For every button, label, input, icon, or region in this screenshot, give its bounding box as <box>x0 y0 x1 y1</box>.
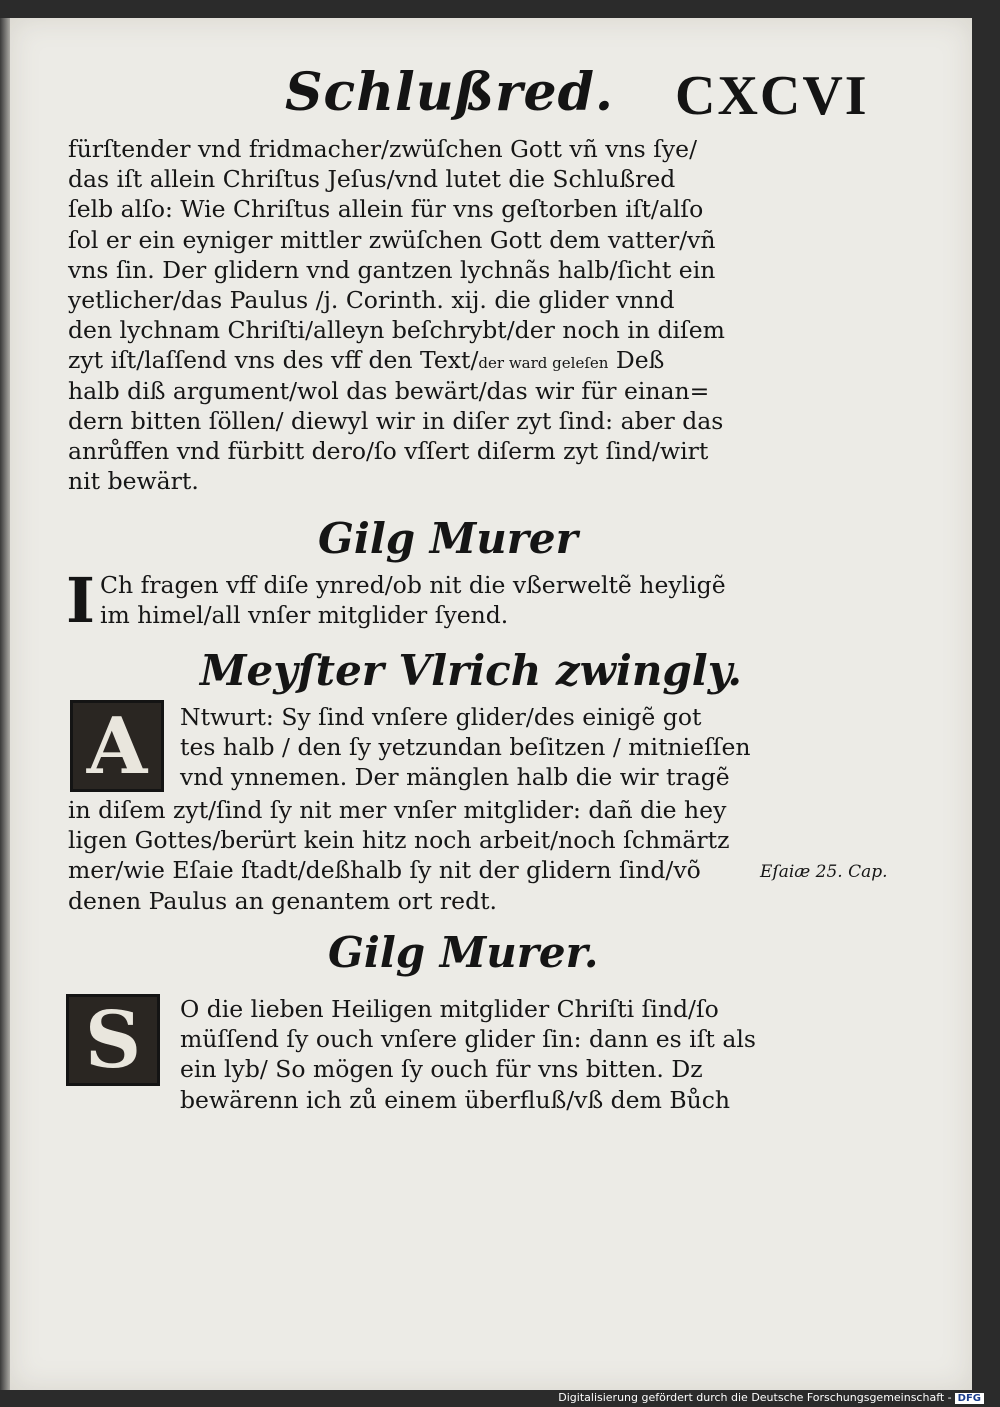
dfg-logo: DFG <box>955 1393 984 1404</box>
text-line <box>68 345 768 375</box>
text-line: O die lieben Heiligen mitglider Chriſti ſind/ſo <box>180 995 719 1023</box>
text-line: im himel/all vnſer mitglider ſyend. <box>100 601 509 630</box>
text-line: den lychnam Chriſti/alleyn beſchrybt/der noch in diſem <box>68 316 725 345</box>
text-block-3-indented <box>180 702 880 793</box>
text-line: vnd ynnemen. Der mänglen halb die wir tragẽ <box>180 763 730 792</box>
folio-number: CXCVI <box>675 65 869 127</box>
speaker-heading-zwingli: Meyſter Vlrich zwingly. <box>200 646 742 695</box>
text-line: ſol er ein eyniger mittler zwüſchen Gott dem vatter/vñ <box>68 225 716 254</box>
marginal-note: Eſaiæ 25. Cap. <box>760 862 888 882</box>
text-block-3 <box>68 795 768 916</box>
text-line: das iſt allein Chriſtus Jeſus/vnd lutet die Schlußred <box>68 165 676 194</box>
initial-letter-i: I <box>66 564 96 637</box>
text-line: denen Paulus an genantem ort redt. <box>68 886 498 915</box>
text-line: ligen Gottes/berürt kein hitz noch arbeit/noch ſchmärtz <box>68 826 730 855</box>
text-segment: zyt iſt/laſſend vns des vff den Text/ <box>68 346 479 375</box>
text-block-1 <box>68 134 768 496</box>
speaker-heading-gilg-murer-2: Gilg Murer. <box>328 928 599 977</box>
text-line: dern bitten ſöllen/ diewyl wir in diſer zyt ſind: aber das <box>68 406 724 435</box>
text-line: Ntwurt: Sy ſind vnſere glider/des einigẽ got <box>180 703 702 731</box>
text-line: müſſend ſy ouch vnſere glider ſin: dann es iſt als <box>180 1025 756 1054</box>
digitization-footer <box>556 1390 986 1405</box>
decorated-initial-s: S <box>66 994 160 1086</box>
text-line: in diſem zyt/ſind ſy nit mer vnſer mitglider: dañ die hey <box>68 796 727 824</box>
text-line: Ch fragen vff diſe ynred/ob nit die vßerweltẽ heyligẽ <box>100 571 726 599</box>
inline-note: der ward geleſen <box>478 354 609 373</box>
text-block-4 <box>180 994 880 1115</box>
text-line: tes halb / den ſy yetzundan beſitzen / mitnieſſen <box>180 733 751 762</box>
text-line: yetlicher/das Paulus /j. Corinth. xij. die glider vnnd <box>68 285 675 314</box>
text-line: ſelb alſo: Wie Chriſtus allein für vns geſtorben iſt/alſo <box>68 195 704 224</box>
text-line: vns ſin. Der glidern vnd gantzen lychnãs halb/ſicht ein <box>68 255 716 284</box>
speaker-heading-gilg-murer: Gilg Murer <box>318 514 578 563</box>
text-block-2 <box>100 570 800 630</box>
footer-text: Digitalisierung gefördert durch die Deutsche Forschungsgemeinschaft - <box>558 1391 952 1404</box>
text-line: halb diß argument/wol das bewärt/das wir für einan= <box>68 376 710 405</box>
text-line: mer/wie Eſaie ſtadt/deßhalb ſy nit der glidern ſind/võ <box>68 856 701 885</box>
text-line: bewärenn ich zů einem überfluß/vß dem Bůch <box>180 1085 731 1114</box>
text-line: nit bewärt. <box>68 467 199 496</box>
text-segment: Deß <box>608 346 665 375</box>
text-line: anrůffen vnd fürbitt dero/ſo vſſert diſerm zyt ſind/wirt <box>68 436 709 465</box>
text-line: ein lyb/ So mögen ſy ouch für vns bitten. Dz <box>180 1055 703 1084</box>
decorated-initial-a: A <box>70 700 164 792</box>
text-line: fürſtender vnd fridmacher/zwüſchen Gott vñ vns ſye/ <box>68 135 698 163</box>
running-head: Schlußred. <box>285 62 615 123</box>
